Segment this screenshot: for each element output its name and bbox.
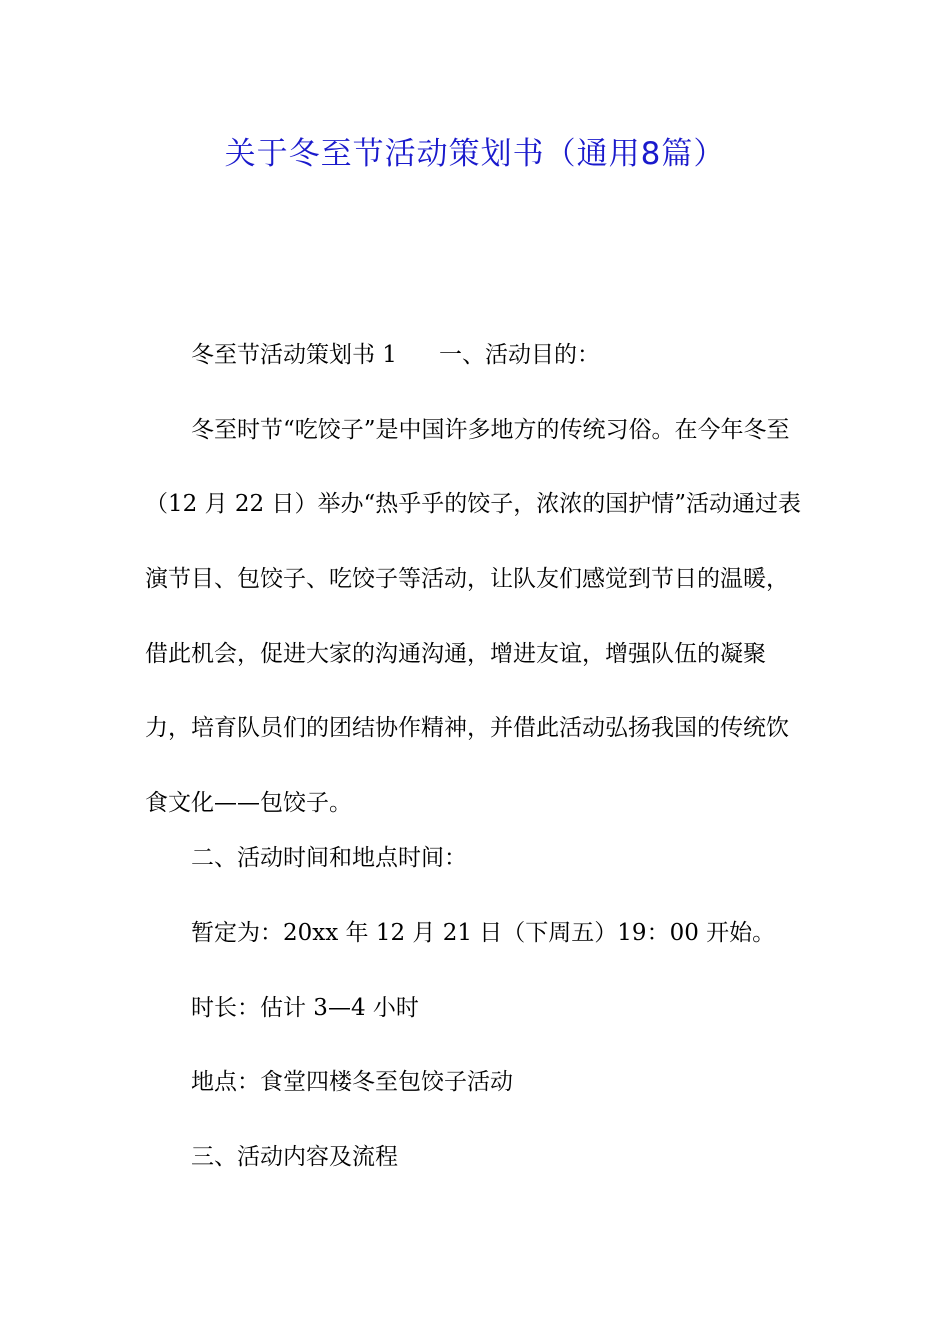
section-3-heading: 三、活动内容及流程	[191, 1143, 398, 1170]
intro-line	[145, 337, 807, 374]
duration-line: 时长：估计 3—4 小时	[191, 994, 419, 1021]
document-body	[145, 337, 807, 1176]
plan-subtitle: 冬至节活动策划书 1	[191, 342, 397, 368]
document-title: 关于冬至节活动策划书（通用8篇）	[224, 136, 726, 172]
location-line: 地点：食堂四楼冬至包饺子活动	[191, 1069, 513, 1096]
section-1-heading: 一、活动目的：	[438, 342, 600, 368]
section-2-heading: 二、活动时间和地点时间：	[191, 845, 467, 872]
time-line: 暂定为：20xx 年 12 月 21 日（下周五）19：00 开始。	[191, 919, 776, 946]
purpose-paragraph: 冬至时节“吃饺子”是中国许多地方的传统习俗。在今年冬至（12 月 22 日）举办“热乎乎的饺子，浓浓的国护情”活动通过表演节目、包饺子、吃饺子等活动，让队友们感觉到节日的温暖，借此机会，促进大家的沟通沟通，增进友谊，增强队伍的凝聚力，培育队员们的团结协作精神，并借此活动弘扬我国的传统饮食文化——包饺子。	[145, 416, 801, 816]
